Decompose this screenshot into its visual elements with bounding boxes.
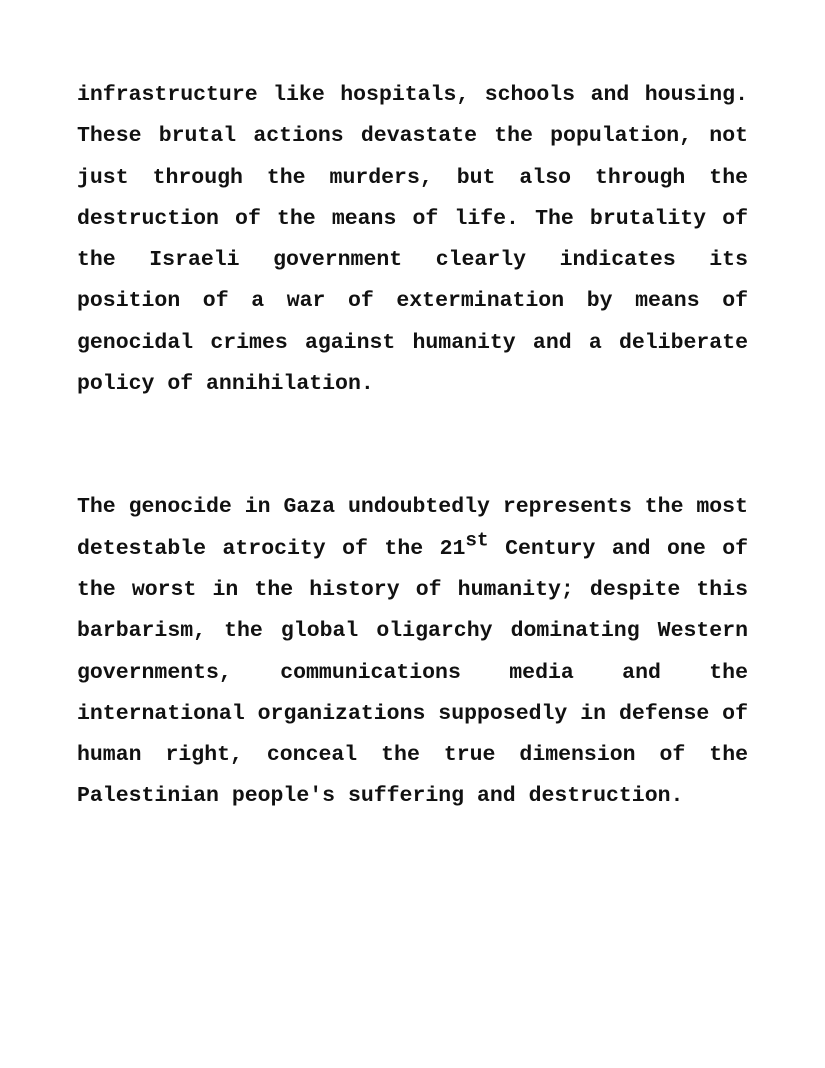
paragraph-2 [77, 487, 748, 817]
paragraph-2-text-start: The genocide in Gaza undoubtedly represents the most detestable atrocity of the 21 [77, 495, 748, 561]
paragraph-1 [77, 75, 748, 405]
paragraph-2-text-end: Century and one of the worst in the history of humanity; despite this barbarism, the global oligarchy dominating Western governments, communications media and the international organizations supposedly in defense of human right, conceal the true dimension of the Palestinian people's suffering and destruction. [77, 536, 748, 809]
ordinal-superscript: st [465, 528, 489, 551]
document-page [77, 75, 748, 818]
paragraph-1-text: infrastructure like hospitals, schools and housing. These brutal actions devastate the population, not just through the murders, but also through the destruction of the means of life. The brutality of the Israeli government clearly indicates its position of a war of extermination by means of genocidal crimes against humanity and a deliberate policy of annihilation. [77, 83, 748, 397]
